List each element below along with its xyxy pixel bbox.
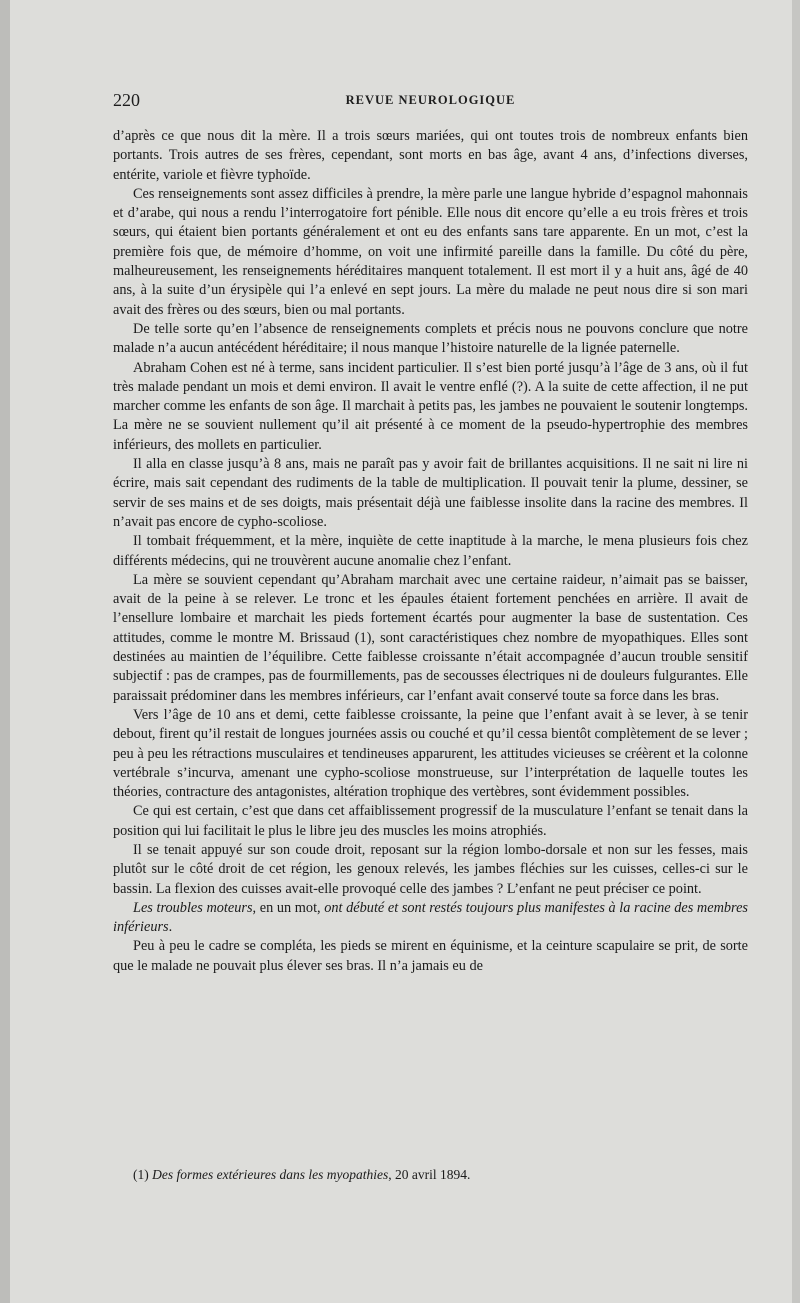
italic-phrase: Les troubles moteurs (133, 899, 253, 916)
paragraph: Il se tenait appuyé sur son coude droit, reposant sur la région lombo-dorsale et non sur les fesses, mais plutôt sur le côté droit de cet région, les genoux relevés, les jambes fléchies sur les cuisses, celles-ci sur le bassin. La flexion des cuisses avait-elle provoqué celle des jambes ? L’enfant ne peut préciser ce point. (113, 841, 748, 897)
footnote (133, 1167, 748, 1183)
paragraph: Il tombait fréquemment, et la mère, inquiète de cette inaptitude à la marche, le mena plusieurs fois chez différents médecins, qui ne trouvèrent aucune anomalie chez l’enfant. (113, 533, 748, 569)
scan-shadow-right (792, 0, 800, 1303)
paragraph: Abraham Cohen est né à terme, sans incident particulier. Il s’est bien porté jusqu’à l’âge de 3 ans, où il fut très malade pendant un mois et demi environ. Il avait le ventre enflé (?). A la suite de cette affection, il ne put marcher comme les enfants de son âge. Il marchait à petits pas, les jambes ne pouvaient le soutenir longtemps. La mère ne se souvient nullement qu’il ait présenté à ce moment de la pseudo-hypertrophie des membres inférieurs, des mollets en particulier. (113, 359, 748, 453)
journal-title: REVUE NEUROLOGIQUE (345, 93, 516, 107)
paragraph: Peu à peu le cadre se compléta, les pieds se mirent en équinisme, et la ceinture scapulaire se prit, de sorte que le malade ne pouvait plus élever ses bras. Il n’a jamais eu de (113, 938, 748, 974)
footnote-title: Des formes extérieures dans les myopathies (152, 1167, 389, 1182)
paragraph: La mère se souvient cependant qu’Abraham marchait avec une certaine raideur, n’aimait pas se baisser, avait de la peine à se relever. Le tronc et les épaules étaient fortement penchées en arrière. Il avait de l’ensellure lombaire et marchait les pieds fortement écartés pour augmenter la base de sustentation. Ces attitudes, comme le montre M. Brissaud (1), sont caractéristiques chez nombre de myopathiques. Elles sont destinées au maintien de l’équilibre. Cette faiblesse croissante n’était accompagnée d’aucun trouble sensitif subjectif : pas de crampes, pas de fourmillements, pas de secousses électriques ni de douleurs fulgurantes. Elle paraissait prédominer dans les membres inférieurs, car l’enfant avait conservé toute sa force dans les bras. (113, 571, 748, 704)
paragraph: De telle sorte qu’en l’absence de renseignements complets et précis nous ne pouvons conclure que notre malade n’a aucun antécédent héréditaire; il nous manque l’histoire naturelle de la lignée paternelle. (113, 320, 748, 357)
page-number: 220 (113, 90, 140, 110)
running-head (113, 90, 748, 112)
paragraph: Ce qui est certain, c’est que dans cet affaiblissement progressif de la musculature l’enfant se tenait dans la position qui lui facilitait le plus le libre jeu des muscles les moins atrophiés. (113, 803, 748, 839)
paragraph: Vers l’âge de 10 ans et demi, cette faiblesse croissante, la peine que l’enfant avait à se lever, à se tenir debout, firent qu’il restait de longues journées assis ou couché et qu’il cessa bientôt complètement de se lever ; peu à peu les rétractions musculaires et tendineuses apparurent, les attitudes vicieuses se créèrent et la colonne vertébrale s’incurva, amenant une cypho-scoliose monstrueuse, sur l’interprétation de laquelle toutes les théories, contracture des antagonistes, altération trophique des vertèbres, sont évidemment possibles. (113, 706, 748, 801)
paragraph: Ces renseignements sont assez difficiles à prendre, la mère parle une langue hybride d’espagnol mahonnais et d’arabe, qui nous a rendu l’interrogatoire fort pénible. Elle nous dit encore qu’elle a eu trois frères et trois sœurs, qui étaient bien portants généralement et ont eu des enfants sans tare apparente. En un mot, c’est la première fois que, de mémoire d’homme, on voit une infirmité pareille dans la famille. Du côté du père, malheureusement, les renseignements héréditaires manquent totalement. Il est mort il y a huit ans, âgé de 40 ans, à la suite d’un érysipèle qui l’a enlevé en sept jours. La mère du malade ne peut nous dire si son mari avait des frères ou des sœurs, bien ou mal portants. (113, 185, 748, 318)
body-text (113, 127, 748, 976)
scan-shadow-left (0, 0, 10, 1303)
roman-phrase: . (168, 919, 173, 936)
paragraph: d’après ce que nous dit la mère. Il a trois sœurs mariées, qui ont toutes trois de nombreux enfants bien portants. Trois autres de ses frères, cependant, sont morts en bas âge, avant 4 ans, d’infections diverses, entérite, variole et fièvre typhoïde. (113, 128, 748, 183)
italic-paragraph (113, 899, 748, 938)
paragraph: Il alla en classe jusqu’à 8 ans, mais ne paraît pas y avoir fait de brillantes acquisitions. Il ne sait ni lire ni écrire, mais sait cependant des rudiments de la table de multiplication. Il pouvait tenir la plume, dessiner, se servir de ses mains et de ses doigts, mais présentait déjà une faiblesse insolite dans la racine des membres. Il n’avait pas encore de cypho-scoliose. (113, 456, 748, 530)
italic-phrase: ont débuté et sont restés toujours plus manifestes à la racine des membres inférieurs (113, 899, 748, 936)
roman-phrase: , en un mot, (252, 899, 325, 916)
footnote-date: , 20 avril 1894. (388, 1167, 471, 1182)
footnote-marker: (1) (133, 1167, 149, 1182)
